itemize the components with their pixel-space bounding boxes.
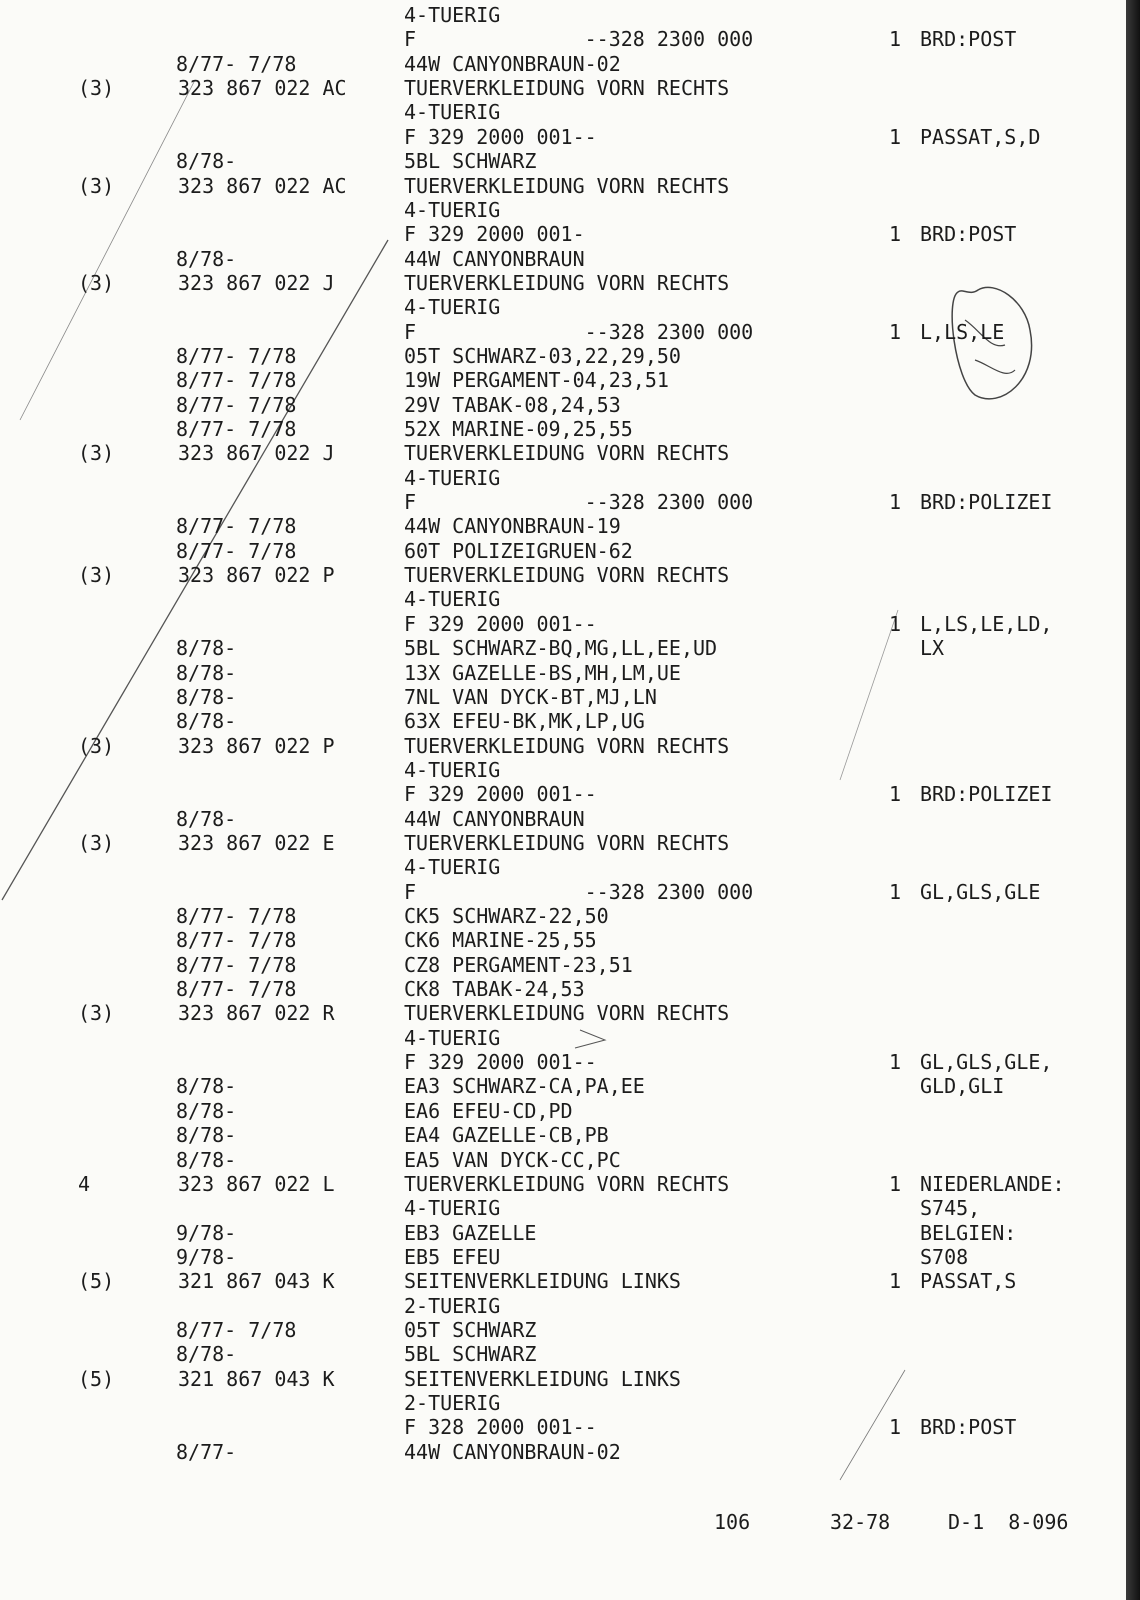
model-application: PASSAT,S	[920, 1269, 1017, 1294]
catalog-line	[0, 320, 1140, 344]
description: 7NL VAN DYCK-BT,MJ,LN	[404, 684, 657, 709]
qualifier: (3)	[78, 76, 115, 101]
date-range: 8/77- 7/78	[176, 343, 297, 368]
catalog-line	[0, 1123, 1140, 1147]
description: EB3 GAZELLE	[404, 1220, 537, 1245]
catalog-line	[0, 295, 1140, 319]
date-range: 8/78-	[176, 1074, 237, 1099]
date-range: 8/77- 7/78	[176, 952, 297, 977]
model-application: GL,GLS,GLE,	[920, 1050, 1053, 1074]
description: 44W CANYONBRAUN	[404, 806, 585, 831]
catalog-line	[0, 1391, 1140, 1415]
description: TUERVERKLEIDUNG VORN RECHTS	[404, 563, 730, 588]
qualifier: (3)	[78, 830, 115, 855]
description: 29V TABAK-08,24,53	[404, 392, 621, 417]
description: 4-TUERIG	[404, 295, 501, 320]
quantity: 1	[889, 1171, 902, 1196]
date-range: 8/78-	[176, 660, 237, 685]
date-range: 8/78-	[176, 149, 237, 174]
catalog-line	[0, 490, 1140, 514]
catalog-line	[0, 1269, 1140, 1293]
model-application: S708	[920, 1244, 969, 1269]
model-application: L,LS,LE,LD,	[920, 611, 1053, 636]
part-number: 323 867 022 E	[178, 830, 335, 855]
model-application: BRD:POLIZEI	[920, 490, 1053, 514]
model-application: GLD,GLI	[920, 1074, 1005, 1099]
description: 05T SCHWARZ	[404, 1317, 537, 1342]
catalog-code: 32-78	[830, 1510, 891, 1534]
description: 2-TUERIG	[404, 1293, 501, 1318]
model-application: GL,GLS,GLE	[920, 879, 1041, 904]
model-application: L,LS,LE	[920, 319, 1005, 344]
date-range: 8/78-	[176, 1098, 237, 1123]
qualifier: (3)	[78, 563, 115, 588]
description: F 329 2000 001--	[404, 611, 597, 636]
description: 4-TUERIG	[404, 757, 501, 782]
catalog-line	[0, 807, 1140, 831]
description: 4-TUERIG	[404, 855, 501, 880]
description: 13X GAZELLE-BS,MH,LM,UE	[404, 660, 681, 685]
quantity: 1	[889, 1050, 902, 1074]
catalog-line	[0, 393, 1140, 417]
description: CK5 SCHWARZ-22,50	[404, 904, 609, 928]
description: 4-TUERIG	[404, 197, 501, 222]
catalog-line	[0, 271, 1140, 295]
qualifier: (3)	[78, 441, 115, 466]
catalog-line	[0, 52, 1140, 76]
catalog-line	[0, 977, 1140, 1001]
date-range: 8/77- 7/78	[176, 1317, 297, 1342]
description: TUERVERKLEIDUNG VORN RECHTS	[404, 441, 730, 466]
part-number: 323 867 022 P	[178, 563, 335, 588]
description: 63X EFEU-BK,MK,LP,UG	[404, 709, 645, 734]
description: TUERVERKLEIDUNG VORN RECHTS	[404, 270, 730, 295]
catalog-line	[0, 441, 1140, 465]
catalog-line	[0, 1074, 1140, 1098]
catalog-line	[0, 855, 1140, 879]
date-range: 8/78-	[176, 1342, 237, 1367]
qualifier: (3)	[78, 173, 115, 198]
description: TUERVERKLEIDUNG VORN RECHTS	[404, 1001, 730, 1026]
date-range: 8/77- 7/78	[176, 392, 297, 417]
model-application: S745,	[920, 1196, 981, 1221]
date-range: 8/77- 7/78	[176, 368, 297, 393]
description: 4-TUERIG	[404, 3, 501, 27]
catalog-line	[0, 563, 1140, 587]
description: 5BL SCHWARZ	[404, 149, 537, 174]
date-range: 8/77- 7/78	[176, 51, 297, 76]
catalog-line	[0, 417, 1140, 441]
catalog-line	[0, 1196, 1140, 1220]
catalog-line	[0, 76, 1140, 100]
catalog-line	[0, 247, 1140, 271]
catalog-line	[0, 953, 1140, 977]
catalog-line	[0, 1318, 1140, 1342]
date-range: 8/78-	[176, 246, 237, 271]
catalog-line	[0, 466, 1140, 490]
qualifier: (5)	[78, 1269, 115, 1294]
catalog-line	[0, 3, 1140, 27]
catalog-line	[0, 709, 1140, 733]
catalog-line	[0, 1099, 1140, 1123]
part-number: 323 867 022 R	[178, 1001, 335, 1026]
description: 4-TUERIG	[404, 1196, 501, 1221]
catalog-line	[0, 685, 1140, 709]
description: 2-TUERIG	[404, 1391, 501, 1415]
description: 5BL SCHWARZ-BQ,MG,LL,EE,UD	[404, 636, 718, 661]
catalog-line	[0, 149, 1140, 173]
catalog-line	[0, 661, 1140, 685]
catalog-line	[0, 1026, 1140, 1050]
page-footer	[0, 1509, 1140, 1535]
description: 52X MARINE-09,25,55	[404, 417, 633, 441]
description: F --328 2300 000	[404, 319, 754, 344]
description: 44W CANYONBRAUN-02	[404, 1439, 621, 1464]
catalog-line	[0, 1367, 1140, 1391]
catalog-line	[0, 831, 1140, 855]
description: 4-TUERIG	[404, 1025, 501, 1050]
catalog-line	[0, 1415, 1140, 1439]
date-range: 8/77- 7/78	[176, 514, 297, 539]
date-range: 8/77- 7/78	[176, 538, 297, 563]
catalog-line	[0, 344, 1140, 368]
description: F 328 2000 001--	[404, 1415, 597, 1440]
catalog-line	[0, 758, 1140, 782]
description: 4-TUERIG	[404, 100, 501, 125]
description: 05T SCHWARZ-03,22,29,50	[404, 343, 681, 368]
description: F 329 2000 001-	[404, 222, 585, 247]
model-application: BELGIEN:	[920, 1220, 1017, 1245]
description: TUERVERKLEIDUNG VORN RECHTS	[404, 1171, 730, 1196]
catalog-line	[0, 880, 1140, 904]
part-number: 323 867 022 J	[178, 441, 335, 466]
catalog-line	[0, 1245, 1140, 1269]
qualifier: (3)	[78, 733, 115, 758]
date-range: 8/78-	[176, 806, 237, 831]
description: TUERVERKLEIDUNG VORN RECHTS	[404, 830, 730, 855]
description: EA6 EFEU-CD,PD	[404, 1098, 573, 1123]
model-application: BRD:POST	[920, 27, 1017, 52]
description: SEITENVERKLEIDUNG LINKS	[404, 1366, 681, 1391]
description: CK8 TABAK-24,53	[404, 977, 585, 1001]
catalog-line	[0, 1440, 1140, 1464]
part-number: 321 867 043 K	[178, 1269, 335, 1294]
quantity: 1	[889, 879, 902, 904]
part-number: 323 867 022 P	[178, 733, 335, 758]
catalog-line	[0, 125, 1140, 149]
date-range: 9/78-	[176, 1244, 237, 1269]
catalog-line	[0, 514, 1140, 538]
description: F --328 2300 000	[404, 27, 754, 52]
description: SEITENVERKLEIDUNG LINKS	[404, 1269, 681, 1294]
description: 60T POLIZEIGRUEN-62	[404, 538, 633, 563]
model-application: NIEDERLANDE:	[920, 1171, 1065, 1196]
date-range: 8/77- 7/78	[176, 904, 297, 928]
description: F 329 2000 001--	[404, 124, 597, 149]
qualifier: 4	[78, 1171, 91, 1196]
description: 19W PERGAMENT-04,23,51	[404, 368, 669, 393]
date-range: 8/77- 7/78	[176, 928, 297, 953]
date-range: 9/78-	[176, 1220, 237, 1245]
catalog-line	[0, 782, 1140, 806]
catalog-line	[0, 636, 1140, 660]
scan-edge-shadow	[1126, 0, 1140, 1600]
description: 4-TUERIG	[404, 587, 501, 612]
quantity: 1	[889, 782, 902, 807]
catalog-line	[0, 587, 1140, 611]
qualifier: (3)	[78, 270, 115, 295]
catalog-line	[0, 174, 1140, 198]
quantity: 1	[889, 490, 902, 514]
part-number: 323 867 022 AC	[178, 173, 347, 198]
date-range: 8/78-	[176, 684, 237, 709]
date-range: 8/78-	[176, 1123, 237, 1148]
description: CZ8 PERGAMENT-23,51	[404, 952, 633, 977]
description: 44W CANYONBRAUN-02	[404, 51, 621, 76]
quantity: 1	[889, 1415, 902, 1440]
description: EA5 VAN DYCK-CC,PC	[404, 1147, 621, 1172]
model-application: LX	[920, 636, 945, 661]
catalog-line	[0, 1172, 1140, 1196]
catalog-line	[0, 928, 1140, 952]
reference-code: D-1 8-096	[948, 1510, 1069, 1534]
description: EA3 SCHWARZ-CA,PA,EE	[404, 1074, 645, 1099]
catalog-line	[0, 1294, 1140, 1318]
description: 44W CANYONBRAUN-19	[404, 514, 621, 539]
description: 4-TUERIG	[404, 465, 501, 490]
description: F 329 2000 001--	[404, 782, 597, 807]
description: EA4 GAZELLE-CB,PB	[404, 1123, 609, 1148]
catalog-line	[0, 222, 1140, 246]
catalog-line	[0, 27, 1140, 51]
model-application: BRD:POST	[920, 222, 1017, 247]
description: EB5 EFEU	[404, 1244, 501, 1269]
catalog-line	[0, 1221, 1140, 1245]
page-number: 106	[714, 1510, 751, 1534]
catalog-line	[0, 1342, 1140, 1366]
qualifier: (5)	[78, 1366, 115, 1391]
description: F --328 2300 000	[404, 490, 754, 514]
quantity: 1	[889, 319, 902, 344]
date-range: 8/78-	[176, 636, 237, 661]
part-number: 323 867 022 AC	[178, 76, 347, 101]
quantity: 1	[889, 27, 902, 52]
part-number: 321 867 043 K	[178, 1366, 335, 1391]
quantity: 1	[889, 1269, 902, 1294]
description: F 329 2000 001--	[404, 1050, 597, 1074]
catalog-line	[0, 100, 1140, 124]
part-number: 323 867 022 J	[178, 270, 335, 295]
description: TUERVERKLEIDUNG VORN RECHTS	[404, 173, 730, 198]
date-range: 8/77-	[176, 1439, 237, 1464]
date-range: 8/77- 7/78	[176, 977, 297, 1001]
description: TUERVERKLEIDUNG VORN RECHTS	[404, 733, 730, 758]
part-number: 323 867 022 L	[178, 1171, 335, 1196]
catalog-line	[0, 612, 1140, 636]
description: 44W CANYONBRAUN	[404, 246, 585, 271]
catalog-line	[0, 1001, 1140, 1025]
quantity: 1	[889, 124, 902, 149]
catalog-line	[0, 734, 1140, 758]
description: 5BL SCHWARZ	[404, 1342, 537, 1367]
description: F --328 2300 000	[404, 879, 754, 904]
model-application: PASSAT,S,D	[920, 124, 1041, 149]
catalog-line	[0, 1050, 1140, 1074]
date-range: 8/77- 7/78	[176, 417, 297, 441]
model-application: BRD:POLIZEI	[920, 782, 1053, 807]
catalog-line	[0, 539, 1140, 563]
model-application: BRD:POST	[920, 1415, 1017, 1440]
qualifier: (3)	[78, 1001, 115, 1026]
catalog-line	[0, 904, 1140, 928]
quantity: 1	[889, 222, 902, 247]
catalog-line	[0, 1148, 1140, 1172]
description: TUERVERKLEIDUNG VORN RECHTS	[404, 76, 730, 101]
description: CK6 MARINE-25,55	[404, 928, 597, 953]
date-range: 8/78-	[176, 709, 237, 734]
catalog-line	[0, 368, 1140, 392]
quantity: 1	[889, 611, 902, 636]
date-range: 8/78-	[176, 1147, 237, 1172]
catalog-line	[0, 198, 1140, 222]
